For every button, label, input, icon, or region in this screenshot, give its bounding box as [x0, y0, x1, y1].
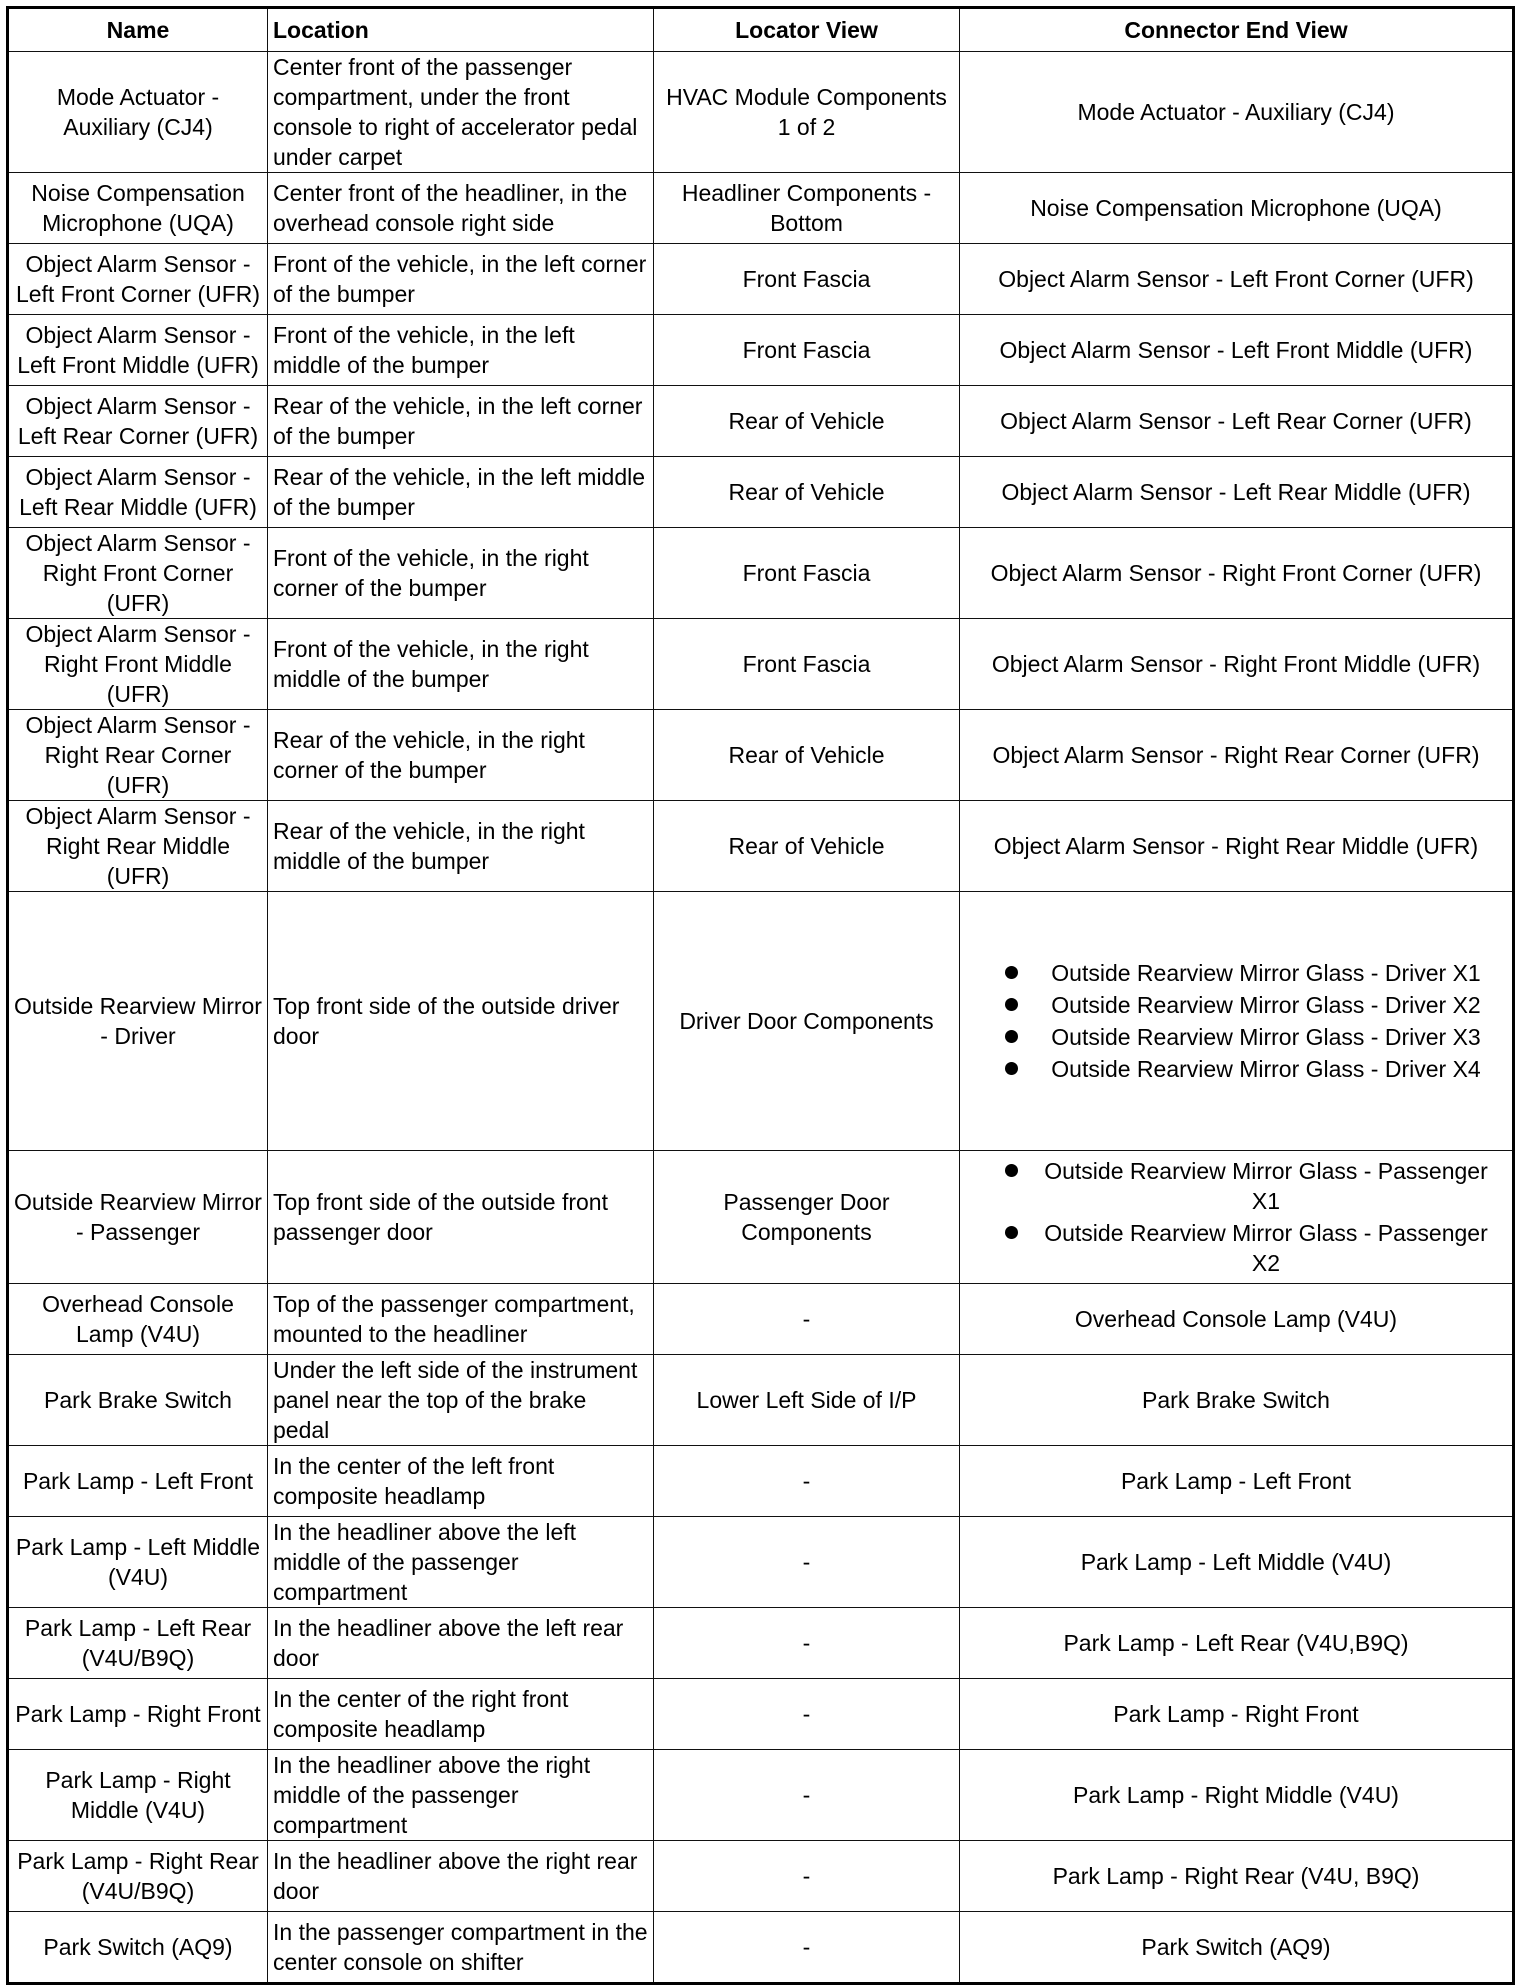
cell-name: Overhead Console Lamp (V4U): [8, 1284, 268, 1355]
cell-name: Object Alarm Sensor - Left Rear Middle (UFR): [8, 457, 268, 528]
bullet-icon: [1005, 1226, 1018, 1239]
cell-name: Object Alarm Sensor - Right Front Corner (UFR): [8, 528, 268, 619]
connector-list-item[interactable]: [965, 990, 1507, 1020]
cell-name: Object Alarm Sensor - Right Front Middle (UFR): [8, 619, 268, 710]
table-row: [8, 1750, 1514, 1841]
cell-locator-view: -: [654, 1912, 960, 1984]
cell-connector-end-view[interactable]: Park Switch (AQ9): [960, 1912, 1514, 1984]
cell-locator-view: -: [654, 1284, 960, 1355]
table-row: [8, 1517, 1514, 1608]
component-locator-table: [6, 6, 1515, 1985]
connector-list-item[interactable]: [965, 1022, 1507, 1052]
cell-connector-end-view[interactable]: Park Lamp - Right Front: [960, 1679, 1514, 1750]
cell-connector-end-view[interactable]: Park Lamp - Left Middle (V4U): [960, 1517, 1514, 1608]
table-row: [8, 1151, 1514, 1284]
cell-locator-view[interactable]: Headliner Components - Bottom: [654, 173, 960, 244]
cell-locator-view[interactable]: Front Fascia: [654, 619, 960, 710]
cell-connector-end-view[interactable]: Noise Compensation Microphone (UQA): [960, 173, 1514, 244]
table-row: [8, 1355, 1514, 1446]
table-row: [8, 892, 1514, 1151]
cell-locator-view[interactable]: Rear of Vehicle: [654, 801, 960, 892]
table-row: [8, 1679, 1514, 1750]
cell-connector-end-view[interactable]: Park Brake Switch: [960, 1355, 1514, 1446]
table-row: [8, 710, 1514, 801]
table-row: [8, 173, 1514, 244]
cell-connector-end-view[interactable]: Object Alarm Sensor - Left Front Corner (UFR): [960, 244, 1514, 315]
bullet-icon: [1005, 998, 1018, 1011]
cell-connector-end-view[interactable]: Object Alarm Sensor - Left Front Middle (UFR): [960, 315, 1514, 386]
cell-name: Park Lamp - Left Rear (V4U/B9Q): [8, 1608, 268, 1679]
cell-location: In the center of the right front composite headlamp: [268, 1679, 654, 1750]
cell-connector-end-view[interactable]: Object Alarm Sensor - Right Rear Middle (UFR): [960, 801, 1514, 892]
cell-locator-view[interactable]: Passenger Door Components: [654, 1151, 960, 1284]
connector-label: Outside Rearview Mirror Glass - Driver X1: [1051, 960, 1481, 986]
cell-location: In the headliner above the left rear door: [268, 1608, 654, 1679]
header-locator-view: Locator View: [654, 8, 960, 52]
header-row: [8, 8, 1514, 52]
cell-locator-view[interactable]: Rear of Vehicle: [654, 457, 960, 528]
cell-name: Park Brake Switch: [8, 1355, 268, 1446]
cell-locator-view: -: [654, 1446, 960, 1517]
cell-location: In the center of the left front composite headlamp: [268, 1446, 654, 1517]
connector-list: [965, 958, 1507, 1084]
table-row: [8, 244, 1514, 315]
table-row: [8, 528, 1514, 619]
connector-list-item[interactable]: [965, 1054, 1507, 1084]
cell-location: Rear of the vehicle, in the right corner of the bumper: [268, 710, 654, 801]
header-name: Name: [8, 8, 268, 52]
cell-name: Park Lamp - Right Rear (V4U/B9Q): [8, 1841, 268, 1912]
table-row: [8, 1446, 1514, 1517]
cell-connector-end-view[interactable]: Mode Actuator - Auxiliary (CJ4): [960, 52, 1514, 173]
cell-locator-view[interactable]: Front Fascia: [654, 528, 960, 619]
cell-location: Front of the vehicle, in the left middle of the bumper: [268, 315, 654, 386]
cell-name: Park Switch (AQ9): [8, 1912, 268, 1984]
cell-location: Under the left side of the instrument panel near the top of the brake pedal: [268, 1355, 654, 1446]
cell-location: Top front side of the outside driver door: [268, 892, 654, 1151]
cell-name: Object Alarm Sensor - Left Rear Corner (UFR): [8, 386, 268, 457]
cell-locator-view[interactable]: Lower Left Side of I/P: [654, 1355, 960, 1446]
cell-locator-view[interactable]: Front Fascia: [654, 315, 960, 386]
cell-connector-end-view[interactable]: Park Lamp - Right Rear (V4U, B9Q): [960, 1841, 1514, 1912]
cell-locator-view[interactable]: Driver Door Components: [654, 892, 960, 1151]
table-row: [8, 1912, 1514, 1984]
table-row: [8, 1841, 1514, 1912]
cell-location: Rear of the vehicle, in the left middle of the bumper: [268, 457, 654, 528]
table-row: [8, 619, 1514, 710]
header-location: Location: [268, 8, 654, 52]
cell-location: Front of the vehicle, in the left corner of the bumper: [268, 244, 654, 315]
cell-connector-end-view[interactable]: Park Lamp - Left Rear (V4U,B9Q): [960, 1608, 1514, 1679]
cell-connector-end-view: [960, 892, 1514, 1151]
cell-location: In the headliner above the right middle of the passenger compartment: [268, 1750, 654, 1841]
cell-connector-end-view[interactable]: Object Alarm Sensor - Right Rear Corner (UFR): [960, 710, 1514, 801]
connector-list-item[interactable]: [965, 1156, 1507, 1216]
cell-locator-view: -: [654, 1750, 960, 1841]
connector-label: Outside Rearview Mirror Glass - Driver X4: [1051, 1056, 1481, 1082]
connector-label: Outside Rearview Mirror Glass - Passenger X1: [1044, 1158, 1488, 1214]
cell-name: Object Alarm Sensor - Left Front Middle (UFR): [8, 315, 268, 386]
cell-name: Object Alarm Sensor - Right Rear Middle (UFR): [8, 801, 268, 892]
bullet-icon: [1005, 1062, 1018, 1075]
bullet-icon: [1005, 1164, 1018, 1177]
header-connector-end-view: Connector End View: [960, 8, 1514, 52]
cell-connector-end-view[interactable]: Park Lamp - Left Front: [960, 1446, 1514, 1517]
cell-connector-end-view[interactable]: Object Alarm Sensor - Left Rear Middle (UFR): [960, 457, 1514, 528]
table-row: [8, 457, 1514, 528]
cell-name: Park Lamp - Right Middle (V4U): [8, 1750, 268, 1841]
table-row: [8, 1608, 1514, 1679]
cell-connector-end-view[interactable]: Object Alarm Sensor - Right Front Corner (UFR): [960, 528, 1514, 619]
cell-name: Noise Compensation Microphone (UQA): [8, 173, 268, 244]
table-row: [8, 386, 1514, 457]
cell-location: Top front side of the outside front passenger door: [268, 1151, 654, 1284]
table-row: [8, 52, 1514, 173]
table-row: [8, 1284, 1514, 1355]
cell-location: In the headliner above the right rear door: [268, 1841, 654, 1912]
table-row: [8, 315, 1514, 386]
connector-label: Outside Rearview Mirror Glass - Passenger X2: [1044, 1220, 1488, 1276]
cell-connector-end-view[interactable]: Object Alarm Sensor - Left Rear Corner (UFR): [960, 386, 1514, 457]
cell-location: Front of the vehicle, in the right corner of the bumper: [268, 528, 654, 619]
connector-label: Outside Rearview Mirror Glass - Driver X3: [1051, 1024, 1481, 1050]
cell-locator-view[interactable]: Rear of Vehicle: [654, 386, 960, 457]
cell-name: Park Lamp - Left Middle (V4U): [8, 1517, 268, 1608]
cell-connector-end-view[interactable]: Overhead Console Lamp (V4U): [960, 1284, 1514, 1355]
cell-location: Top of the passenger compartment, mounted to the headliner: [268, 1284, 654, 1355]
cell-name: Outside Rearview Mirror - Passenger: [8, 1151, 268, 1284]
bullet-icon: [1005, 966, 1018, 979]
cell-connector-end-view: [960, 1151, 1514, 1284]
cell-location: In the headliner above the left middle of the passenger compartment: [268, 1517, 654, 1608]
cell-locator-view: -: [654, 1517, 960, 1608]
cell-name: Mode Actuator - Auxiliary (CJ4): [8, 52, 268, 173]
cell-name: Object Alarm Sensor - Left Front Corner (UFR): [8, 244, 268, 315]
cell-connector-end-view[interactable]: Park Lamp - Right Middle (V4U): [960, 1750, 1514, 1841]
cell-location: Front of the vehicle, in the right middle of the bumper: [268, 619, 654, 710]
connector-label: Outside Rearview Mirror Glass - Driver X2: [1051, 992, 1481, 1018]
cell-name: Park Lamp - Right Front: [8, 1679, 268, 1750]
cell-location: Rear of the vehicle, in the left corner of the bumper: [268, 386, 654, 457]
cell-locator-view[interactable]: HVAC Module Components 1 of 2: [654, 52, 960, 173]
cell-locator-view: -: [654, 1841, 960, 1912]
cell-locator-view[interactable]: Front Fascia: [654, 244, 960, 315]
cell-name: Object Alarm Sensor - Right Rear Corner (UFR): [8, 710, 268, 801]
cell-location: Center front of the passenger compartment, under the front console to right of accelerator pedal under carpet: [268, 52, 654, 173]
cell-location: Rear of the vehicle, in the right middle of the bumper: [268, 801, 654, 892]
connector-list-item[interactable]: [965, 1218, 1507, 1278]
cell-location: Center front of the headliner, in the overhead console right side: [268, 173, 654, 244]
cell-locator-view: -: [654, 1679, 960, 1750]
cell-name: Outside Rearview Mirror - Driver: [8, 892, 268, 1151]
component-locator-table-wrap: [6, 6, 1512, 1985]
cell-locator-view: -: [654, 1608, 960, 1679]
bullet-icon: [1005, 1030, 1018, 1043]
table-row: [8, 801, 1514, 892]
cell-connector-end-view[interactable]: Object Alarm Sensor - Right Front Middle (UFR): [960, 619, 1514, 710]
cell-name: Park Lamp - Left Front: [8, 1446, 268, 1517]
connector-list-item[interactable]: [965, 958, 1507, 988]
cell-location: In the passenger compartment in the center console on shifter: [268, 1912, 654, 1984]
connector-list: [965, 1156, 1507, 1278]
cell-locator-view[interactable]: Rear of Vehicle: [654, 710, 960, 801]
